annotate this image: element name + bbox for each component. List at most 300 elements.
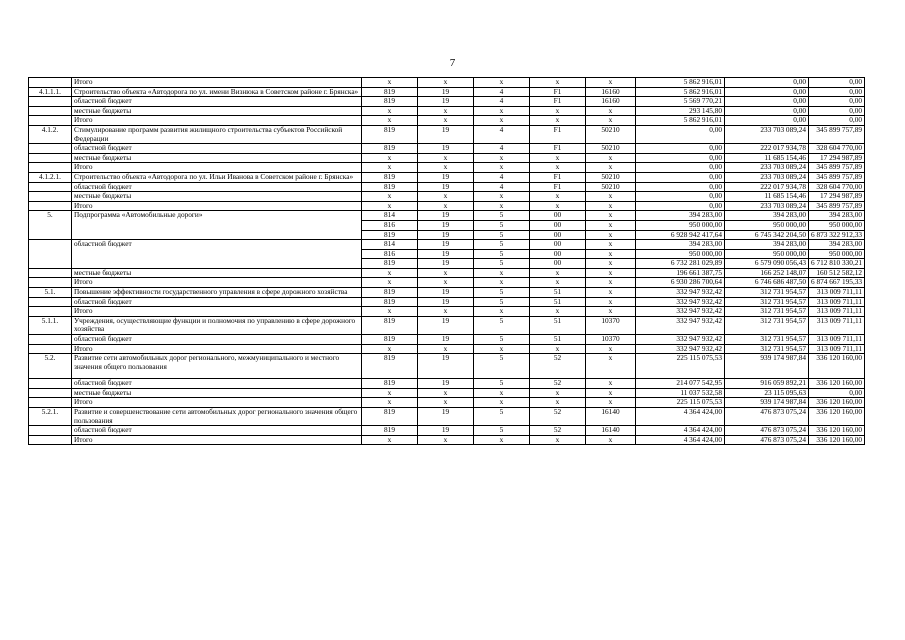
amount-year-3: 328 604 770,00 bbox=[809, 144, 865, 154]
row-code: 4.1.1.1. bbox=[29, 87, 72, 97]
row-name: местные бюджеты bbox=[72, 153, 362, 163]
amount-year-2: 11 685 154,46 bbox=[725, 153, 809, 163]
amount-year-1: 6 930 286 700,64 bbox=[636, 278, 725, 288]
row-code bbox=[29, 201, 72, 211]
amount-year-3: 345 899 757,89 bbox=[809, 163, 865, 173]
amount-year-3: 0,00 bbox=[809, 388, 865, 398]
table-row bbox=[29, 344, 865, 354]
section-code: 19 bbox=[418, 230, 474, 240]
table-row bbox=[29, 182, 865, 192]
subprogram-code: 4 bbox=[474, 144, 530, 154]
section-code: x bbox=[418, 106, 474, 116]
admin-code: x bbox=[362, 307, 418, 317]
table-row bbox=[29, 144, 865, 154]
page-number: 7 bbox=[449, 57, 456, 69]
table-row bbox=[29, 379, 865, 389]
event-code: F1 bbox=[530, 144, 586, 154]
event-code: x bbox=[530, 268, 586, 278]
table-row bbox=[29, 297, 865, 307]
row-code bbox=[29, 426, 72, 436]
table-row bbox=[29, 87, 865, 97]
row-code: 5.2. bbox=[29, 354, 72, 379]
direction-code: x bbox=[586, 192, 636, 202]
amount-year-1: 0,00 bbox=[636, 144, 725, 154]
row-code: 5. bbox=[29, 211, 72, 240]
subprogram-code: x bbox=[474, 278, 530, 288]
section-code: 19 bbox=[418, 172, 474, 182]
table-row bbox=[29, 192, 865, 202]
amount-year-3: 336 120 160,00 bbox=[809, 398, 865, 408]
event-code: x bbox=[530, 78, 586, 88]
amount-year-2: 233 703 089,24 bbox=[725, 125, 809, 143]
admin-code: 819 bbox=[362, 97, 418, 107]
row-name: областной бюджет bbox=[72, 240, 362, 269]
amount-year-2: 950 000,00 bbox=[725, 249, 809, 259]
amount-year-1: 214 077 542,95 bbox=[636, 379, 725, 389]
amount-year-1: 0,00 bbox=[636, 182, 725, 192]
subprogram-code: 5 bbox=[474, 249, 530, 259]
amount-year-3: 950 000,00 bbox=[809, 249, 865, 259]
subprogram-code: 5 bbox=[474, 288, 530, 298]
section-code: 19 bbox=[418, 182, 474, 192]
section-code: 19 bbox=[418, 144, 474, 154]
amount-year-2: 233 703 089,24 bbox=[725, 172, 809, 182]
section-code: x bbox=[418, 388, 474, 398]
direction-code: 16140 bbox=[586, 408, 636, 426]
event-code: x bbox=[530, 307, 586, 317]
table-row bbox=[29, 288, 865, 298]
event-code: x bbox=[530, 116, 586, 126]
amount-year-3: 345 899 757,89 bbox=[809, 201, 865, 211]
subprogram-code: x bbox=[474, 268, 530, 278]
amount-year-3: 313 009 711,11 bbox=[809, 297, 865, 307]
amount-year-3: 336 120 160,00 bbox=[809, 435, 865, 445]
row-code bbox=[29, 116, 72, 126]
row-name: Итого bbox=[72, 78, 362, 88]
table-row bbox=[29, 78, 865, 88]
section-code: 19 bbox=[418, 97, 474, 107]
section-code: 19 bbox=[418, 316, 474, 334]
direction-code: x bbox=[586, 307, 636, 317]
table-row bbox=[29, 435, 865, 445]
amount-year-1: 11 037 532,58 bbox=[636, 388, 725, 398]
direction-code: 16140 bbox=[586, 426, 636, 436]
amount-year-3: 0,00 bbox=[809, 116, 865, 126]
direction-code: x bbox=[586, 153, 636, 163]
section-code: 19 bbox=[418, 297, 474, 307]
amount-year-3: 394 283,00 bbox=[809, 240, 865, 250]
amount-year-1: 332 947 932,42 bbox=[636, 316, 725, 334]
table-row bbox=[29, 398, 865, 408]
table-row bbox=[29, 211, 865, 221]
amount-year-2: 312 731 954,57 bbox=[725, 307, 809, 317]
amount-year-3: 950 000,00 bbox=[809, 220, 865, 230]
row-code bbox=[29, 268, 72, 278]
row-name: Строительство объекта «Автодорога по ул. имени Визнюка в Советском районе г. Брянска» bbox=[72, 87, 362, 97]
row-code bbox=[29, 278, 72, 288]
subprogram-code: 4 bbox=[474, 182, 530, 192]
event-code: 00 bbox=[530, 211, 586, 221]
row-name: Стимулирование программ развития жилищного строительства субъектов Российской Федерации bbox=[72, 125, 362, 143]
row-name: Итого bbox=[72, 116, 362, 126]
amount-year-1: 4 364 424,00 bbox=[636, 435, 725, 445]
row-code bbox=[29, 344, 72, 354]
amount-year-1: 394 283,00 bbox=[636, 240, 725, 250]
event-code: 00 bbox=[530, 230, 586, 240]
section-code: x bbox=[418, 192, 474, 202]
subprogram-code: x bbox=[474, 201, 530, 211]
table-row bbox=[29, 268, 865, 278]
subprogram-code: 5 bbox=[474, 335, 530, 345]
event-code: x bbox=[530, 435, 586, 445]
direction-code: x bbox=[586, 220, 636, 230]
direction-code: x bbox=[586, 163, 636, 173]
subprogram-code: 5 bbox=[474, 259, 530, 269]
amount-year-1: 0,00 bbox=[636, 192, 725, 202]
admin-code: x bbox=[362, 268, 418, 278]
row-name: Строительство объекта «Автодорога по ул. Ильи Иванова в Советском районе г. Брянска» bbox=[72, 172, 362, 182]
row-code: 5.2.1. bbox=[29, 408, 72, 426]
row-name: областной бюджет bbox=[72, 426, 362, 436]
direction-code: 10370 bbox=[586, 316, 636, 334]
subprogram-code: 5 bbox=[474, 211, 530, 221]
amount-year-2: 0,00 bbox=[725, 78, 809, 88]
event-code: 00 bbox=[530, 259, 586, 269]
amount-year-2: 11 685 154,46 bbox=[725, 192, 809, 202]
direction-code: 16160 bbox=[586, 97, 636, 107]
section-code: 19 bbox=[418, 211, 474, 221]
admin-code: 819 bbox=[362, 230, 418, 240]
admin-code: x bbox=[362, 153, 418, 163]
direction-code: x bbox=[586, 354, 636, 379]
amount-year-2: 0,00 bbox=[725, 87, 809, 97]
subprogram-code: x bbox=[474, 344, 530, 354]
section-code: x bbox=[418, 307, 474, 317]
amount-year-1: 950 000,00 bbox=[636, 220, 725, 230]
amount-year-2: 476 873 075,24 bbox=[725, 426, 809, 436]
direction-code: x bbox=[586, 297, 636, 307]
amount-year-1: 332 947 932,42 bbox=[636, 297, 725, 307]
amount-year-3: 313 009 711,11 bbox=[809, 316, 865, 334]
table-row bbox=[29, 307, 865, 317]
amount-year-2: 23 115 095,63 bbox=[725, 388, 809, 398]
direction-code: x bbox=[586, 230, 636, 240]
row-name: местные бюджеты bbox=[72, 106, 362, 116]
direction-code: x bbox=[586, 398, 636, 408]
row-code: 4.1.2.1. bbox=[29, 172, 72, 182]
amount-year-1: 5 569 770,21 bbox=[636, 97, 725, 107]
table-row bbox=[29, 408, 865, 426]
section-code: x bbox=[418, 153, 474, 163]
amount-year-2: 476 873 075,24 bbox=[725, 408, 809, 426]
subprogram-code: 5 bbox=[474, 379, 530, 389]
admin-code: x bbox=[362, 78, 418, 88]
amount-year-3: 17 294 987,89 bbox=[809, 192, 865, 202]
direction-code: x bbox=[586, 379, 636, 389]
row-name: местные бюджеты bbox=[72, 192, 362, 202]
direction-code: x bbox=[586, 249, 636, 259]
amount-year-1: 332 947 932,42 bbox=[636, 307, 725, 317]
row-name: Учреждения, осуществляющие функции и полномочия по управлению в сфере дорожного хозяйства bbox=[72, 316, 362, 334]
amount-year-3: 0,00 bbox=[809, 97, 865, 107]
amount-year-2: 0,00 bbox=[725, 97, 809, 107]
admin-code: 819 bbox=[362, 182, 418, 192]
row-name: Итого bbox=[72, 398, 362, 408]
admin-code: 819 bbox=[362, 259, 418, 269]
subprogram-code: 4 bbox=[474, 125, 530, 143]
amount-year-2: 939 174 987,84 bbox=[725, 398, 809, 408]
row-name: Итого bbox=[72, 435, 362, 445]
admin-code: x bbox=[362, 201, 418, 211]
table-row bbox=[29, 335, 865, 345]
section-code: 19 bbox=[418, 408, 474, 426]
row-name: Итого bbox=[72, 307, 362, 317]
amount-year-2: 312 731 954,57 bbox=[725, 335, 809, 345]
table-body bbox=[29, 78, 865, 445]
direction-code: x bbox=[586, 78, 636, 88]
subprogram-code: 5 bbox=[474, 230, 530, 240]
admin-code: 819 bbox=[362, 426, 418, 436]
row-name: областной бюджет bbox=[72, 97, 362, 107]
row-code bbox=[29, 388, 72, 398]
event-code: F1 bbox=[530, 172, 586, 182]
amount-year-1: 4 364 424,00 bbox=[636, 408, 725, 426]
event-code: 52 bbox=[530, 426, 586, 436]
admin-code: x bbox=[362, 398, 418, 408]
direction-code: 50210 bbox=[586, 182, 636, 192]
row-name: местные бюджеты bbox=[72, 268, 362, 278]
direction-code: x bbox=[586, 435, 636, 445]
table-row bbox=[29, 125, 865, 143]
row-name: Итого bbox=[72, 278, 362, 288]
event-code: x bbox=[530, 278, 586, 288]
row-code bbox=[29, 163, 72, 173]
amount-year-1: 225 115 075,53 bbox=[636, 398, 725, 408]
admin-code: 816 bbox=[362, 220, 418, 230]
admin-code: 819 bbox=[362, 379, 418, 389]
section-code: x bbox=[418, 344, 474, 354]
direction-code: 16160 bbox=[586, 87, 636, 97]
event-code: x bbox=[530, 344, 586, 354]
amount-year-1: 332 947 932,42 bbox=[636, 288, 725, 298]
direction-code: 50210 bbox=[586, 144, 636, 154]
row-code bbox=[29, 398, 72, 408]
admin-code: 819 bbox=[362, 354, 418, 379]
section-code: x bbox=[418, 435, 474, 445]
amount-year-1: 0,00 bbox=[636, 153, 725, 163]
amount-year-1: 0,00 bbox=[636, 125, 725, 143]
section-code: 19 bbox=[418, 426, 474, 436]
direction-code: x bbox=[586, 116, 636, 126]
amount-year-2: 312 731 954,57 bbox=[725, 297, 809, 307]
amount-year-1: 0,00 bbox=[636, 172, 725, 182]
amount-year-3: 328 604 770,00 bbox=[809, 182, 865, 192]
amount-year-2: 312 731 954,57 bbox=[725, 288, 809, 298]
amount-year-3: 336 120 160,00 bbox=[809, 354, 865, 379]
direction-code: x bbox=[586, 259, 636, 269]
section-code: 19 bbox=[418, 288, 474, 298]
amount-year-3: 6 874 667 195,33 bbox=[809, 278, 865, 288]
admin-code: 819 bbox=[362, 172, 418, 182]
amount-year-3: 6 873 322 912,33 bbox=[809, 230, 865, 240]
direction-code: x bbox=[586, 106, 636, 116]
amount-year-3: 336 120 160,00 bbox=[809, 408, 865, 426]
admin-code: 819 bbox=[362, 408, 418, 426]
amount-year-1: 394 283,00 bbox=[636, 211, 725, 221]
event-code: F1 bbox=[530, 182, 586, 192]
event-code: 51 bbox=[530, 316, 586, 334]
amount-year-2: 6 746 686 487,50 bbox=[725, 278, 809, 288]
admin-code: x bbox=[362, 435, 418, 445]
subprogram-code: x bbox=[474, 116, 530, 126]
direction-code: 50210 bbox=[586, 172, 636, 182]
amount-year-1: 6 732 281 029,89 bbox=[636, 259, 725, 269]
amount-year-2: 233 703 089,24 bbox=[725, 163, 809, 173]
row-code bbox=[29, 240, 72, 269]
direction-code: x bbox=[586, 278, 636, 288]
table-row bbox=[29, 163, 865, 173]
admin-code: 816 bbox=[362, 249, 418, 259]
direction-code: x bbox=[586, 268, 636, 278]
event-code: x bbox=[530, 201, 586, 211]
event-code: x bbox=[530, 153, 586, 163]
amount-year-2: 394 283,00 bbox=[725, 211, 809, 221]
amount-year-2: 476 873 075,24 bbox=[725, 435, 809, 445]
direction-code: x bbox=[586, 201, 636, 211]
amount-year-1: 950 000,00 bbox=[636, 249, 725, 259]
table-row bbox=[29, 316, 865, 334]
row-code bbox=[29, 435, 72, 445]
event-code: 00 bbox=[530, 220, 586, 230]
admin-code: x bbox=[362, 278, 418, 288]
event-code: 52 bbox=[530, 354, 586, 379]
admin-code: 814 bbox=[362, 240, 418, 250]
amount-year-1: 196 661 387,75 bbox=[636, 268, 725, 278]
row-code bbox=[29, 335, 72, 345]
admin-code: 819 bbox=[362, 297, 418, 307]
table-row bbox=[29, 201, 865, 211]
amount-year-2: 6 745 342 204,50 bbox=[725, 230, 809, 240]
subprogram-code: x bbox=[474, 435, 530, 445]
row-code bbox=[29, 106, 72, 116]
subprogram-code: 4 bbox=[474, 87, 530, 97]
row-name: Итого bbox=[72, 201, 362, 211]
event-code: F1 bbox=[530, 97, 586, 107]
amount-year-1: 4 364 424,00 bbox=[636, 426, 725, 436]
row-code: 5.1.1. bbox=[29, 316, 72, 334]
row-code: 4.1.2. bbox=[29, 125, 72, 143]
subprogram-code: 5 bbox=[474, 426, 530, 436]
row-code bbox=[29, 153, 72, 163]
admin-code: x bbox=[362, 344, 418, 354]
section-code: x bbox=[418, 201, 474, 211]
admin-code: 819 bbox=[362, 316, 418, 334]
event-code: 00 bbox=[530, 249, 586, 259]
amount-year-2: 0,00 bbox=[725, 116, 809, 126]
amount-year-3: 313 009 711,11 bbox=[809, 288, 865, 298]
subprogram-code: x bbox=[474, 307, 530, 317]
subprogram-code: 5 bbox=[474, 240, 530, 250]
amount-year-1: 332 947 932,42 bbox=[636, 344, 725, 354]
section-code: 19 bbox=[418, 220, 474, 230]
admin-code: 819 bbox=[362, 125, 418, 143]
row-name: Повышение эффективности государственного управления в сфере дорожного хозяйства bbox=[72, 288, 362, 298]
section-code: 19 bbox=[418, 354, 474, 379]
direction-code: x bbox=[586, 344, 636, 354]
row-name: Итого bbox=[72, 163, 362, 173]
row-code bbox=[29, 379, 72, 389]
table-row bbox=[29, 240, 865, 250]
event-code: 51 bbox=[530, 297, 586, 307]
row-name: областной бюджет bbox=[72, 379, 362, 389]
subprogram-code: 5 bbox=[474, 408, 530, 426]
admin-code: x bbox=[362, 116, 418, 126]
subprogram-code: 5 bbox=[474, 316, 530, 334]
row-code bbox=[29, 78, 72, 88]
section-code: 19 bbox=[418, 379, 474, 389]
subprogram-code: x bbox=[474, 398, 530, 408]
subprogram-code: x bbox=[474, 153, 530, 163]
table-row bbox=[29, 388, 865, 398]
admin-code: 814 bbox=[362, 211, 418, 221]
amount-year-3: 394 283,00 bbox=[809, 211, 865, 221]
table-row bbox=[29, 116, 865, 126]
section-code: 19 bbox=[418, 335, 474, 345]
subprogram-code: x bbox=[474, 192, 530, 202]
row-code bbox=[29, 182, 72, 192]
admin-code: x bbox=[362, 192, 418, 202]
row-code bbox=[29, 307, 72, 317]
direction-code: x bbox=[586, 388, 636, 398]
amount-year-3: 313 009 711,11 bbox=[809, 307, 865, 317]
event-code: F1 bbox=[530, 87, 586, 97]
section-code: x bbox=[418, 163, 474, 173]
section-code: x bbox=[418, 398, 474, 408]
subprogram-code: x bbox=[474, 388, 530, 398]
event-code: F1 bbox=[530, 125, 586, 143]
section-code: x bbox=[418, 78, 474, 88]
row-code bbox=[29, 297, 72, 307]
event-code: x bbox=[530, 388, 586, 398]
row-code bbox=[29, 144, 72, 154]
amount-year-1: 6 928 942 417,64 bbox=[636, 230, 725, 240]
event-code: 00 bbox=[530, 240, 586, 250]
admin-code: x bbox=[362, 388, 418, 398]
table-row bbox=[29, 172, 865, 182]
row-code bbox=[29, 97, 72, 107]
amount-year-2: 6 579 090 056,43 bbox=[725, 259, 809, 269]
subprogram-code: x bbox=[474, 78, 530, 88]
section-code: x bbox=[418, 268, 474, 278]
direction-code: x bbox=[586, 211, 636, 221]
section-code: x bbox=[418, 116, 474, 126]
admin-code: 819 bbox=[362, 87, 418, 97]
row-name: Итого bbox=[72, 344, 362, 354]
amount-year-2: 394 283,00 bbox=[725, 240, 809, 250]
amount-year-3: 0,00 bbox=[809, 78, 865, 88]
amount-year-2: 233 703 089,24 bbox=[725, 201, 809, 211]
amount-year-2: 312 731 954,57 bbox=[725, 316, 809, 334]
admin-code: x bbox=[362, 163, 418, 173]
table-row bbox=[29, 153, 865, 163]
amount-year-2: 222 017 934,78 bbox=[725, 182, 809, 192]
subprogram-code: x bbox=[474, 163, 530, 173]
amount-year-1: 293 145,80 bbox=[636, 106, 725, 116]
amount-year-3: 345 899 757,89 bbox=[809, 172, 865, 182]
event-code: 52 bbox=[530, 408, 586, 426]
amount-year-3: 160 512 582,12 bbox=[809, 268, 865, 278]
amount-year-1: 0,00 bbox=[636, 201, 725, 211]
